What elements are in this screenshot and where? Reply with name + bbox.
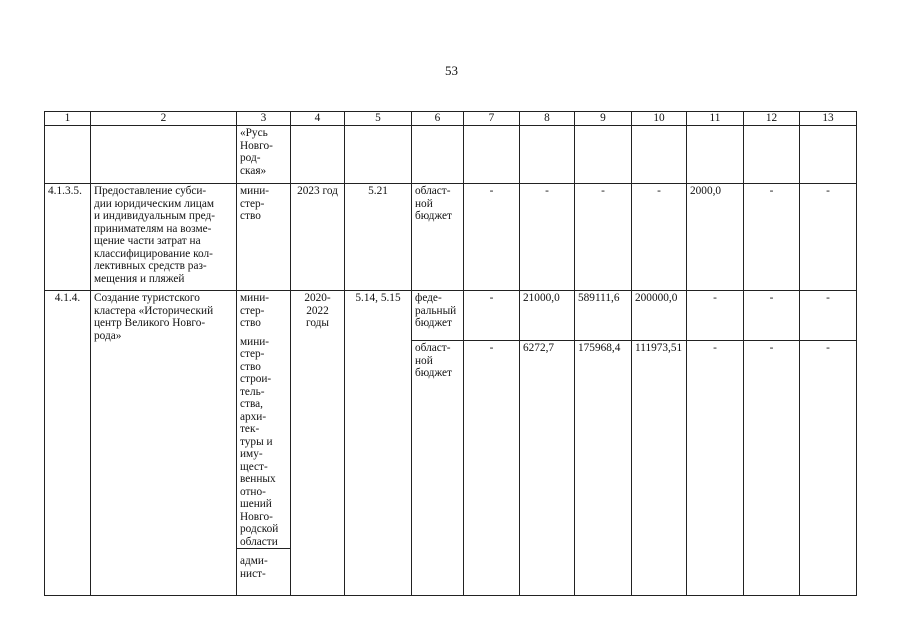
executor-cell: «Русь Новго- род- ская»: [237, 126, 291, 184]
item-name: Создание туристского кластера «Исторический центр Великого Новго- рода»: [91, 291, 237, 596]
table-row-continuation: [45, 126, 857, 184]
value-cell-9: 175968,4: [575, 341, 632, 596]
value-cell-10: 200000,0: [632, 291, 687, 341]
term-cell: 2023 год: [291, 184, 345, 291]
header-cell: 6: [412, 112, 464, 126]
value-cell-12: -: [744, 341, 800, 596]
table-row-4135: [45, 184, 857, 291]
header-cell: 12: [744, 112, 800, 126]
source-cell: феде- ральный бюджет: [412, 291, 464, 341]
indicator-cell: 5.21: [345, 184, 412, 291]
source-cell: област- ной бюджет: [412, 341, 464, 596]
header-row: [45, 112, 857, 126]
indicator-cell: 5.14, 5.15: [345, 291, 412, 596]
item-name: Предоставление субси- дии юридическим лицам и индивидуальным пред- принимателям на возме- щение части затрат на классифицирование кол- лективных средств раз- мещения и пляжей: [91, 184, 237, 291]
value-cell-8: 21000,0: [520, 291, 575, 341]
executor-ministry-construction: мини- стер- ство строи- тель- ства, архи- тек- туры и иму- щест- венных отно- шений Новго- родской области: [240, 335, 279, 548]
executor-cell: мини- стер- ство: [237, 184, 291, 291]
measures-table: [44, 111, 857, 596]
item-number: 4.1.4.: [45, 291, 91, 596]
source-cell: област- ной бюджет: [412, 184, 464, 291]
header-cell: 3: [237, 112, 291, 126]
header-cell: 9: [575, 112, 632, 126]
value-cell-10: -: [632, 184, 687, 291]
header-cell: 1: [45, 112, 91, 126]
value-cell-13: -: [800, 184, 857, 291]
value-cell-11: -: [687, 291, 744, 341]
value-cell-9: -: [575, 184, 632, 291]
header-cell: 10: [632, 112, 687, 126]
header-cell: 2: [91, 112, 237, 126]
executor-cell: [237, 291, 291, 596]
header-cell: 13: [800, 112, 857, 126]
header-cell: 11: [687, 112, 744, 126]
page-number: 53: [445, 63, 458, 78]
value-cell-8: 6272,7: [520, 341, 575, 596]
value-cell-7: -: [464, 291, 520, 341]
executor-administration: адми- нист-: [240, 555, 268, 580]
value-cell-11: -: [687, 341, 744, 596]
table-row-414-federal: [45, 291, 857, 341]
value-cell-13: -: [800, 341, 857, 596]
header-cell: 4: [291, 112, 345, 126]
term-cell: 2020- 2022 годы: [291, 291, 345, 596]
value-cell-8: -: [520, 184, 575, 291]
item-number: 4.1.3.5.: [45, 184, 91, 291]
header-cell: 7: [464, 112, 520, 126]
value-cell-9: 589111,6: [575, 291, 632, 341]
value-cell-10: 111973,51: [632, 341, 687, 596]
cell-divider: [237, 548, 290, 549]
value-cell-11: 2000,0: [687, 184, 744, 291]
value-cell-12: -: [744, 184, 800, 291]
value-cell-13: -: [800, 291, 857, 341]
value-cell-7: -: [464, 184, 520, 291]
header-cell: 5: [345, 112, 412, 126]
header-cell: 8: [520, 112, 575, 126]
value-cell-7: -: [464, 341, 520, 596]
executor-ministry: мини- стер- ство: [240, 292, 270, 329]
value-cell-12: -: [744, 291, 800, 341]
